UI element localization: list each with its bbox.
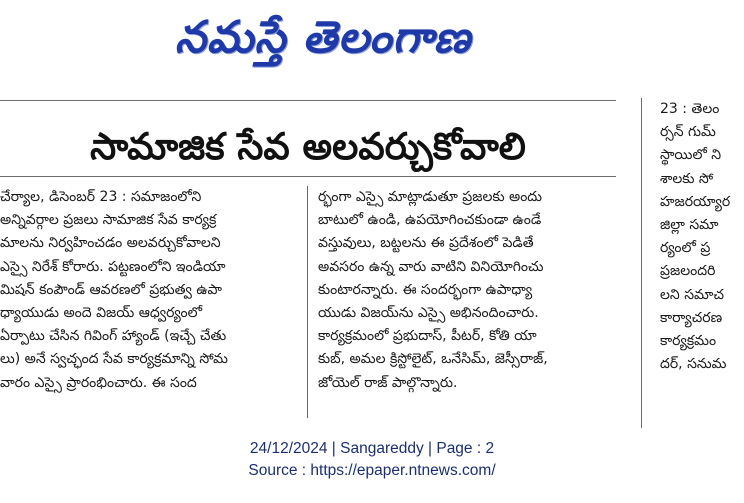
text-line: జిల్లా సమా	[660, 216, 719, 233]
text-line: లు) అనే స్వచ్ఛంద సేవ కార్యక్రమాన్ని సోమ	[0, 351, 228, 368]
newspaper-logo: నమస్తే తెలంగాణ	[175, 12, 472, 63]
article-column-2	[318, 186, 616, 418]
headline-divider	[0, 176, 616, 177]
text-line: ప్రజలందరి	[660, 263, 716, 280]
text-line: శాలకు సో	[660, 170, 714, 187]
column-divider-middle	[307, 186, 308, 418]
text-line: యుడు విజయ్‌ను ఎస్సై అభినందించారు.	[318, 304, 539, 321]
text-line: ర్యంలో ప్ర	[660, 240, 711, 257]
text-line: ర్సన్ గుమ్	[660, 124, 716, 141]
text-line: 23 : తెలం	[660, 101, 720, 117]
source-footer	[0, 438, 744, 482]
text-line: చేర్యాల, డిసెంబర్ 23 : సమాజంలోని	[0, 189, 202, 205]
text-line: కుబ్, అమల క్రిస్టోలైట్, ఒనేసిమ్, జెస్సీరాజ్,	[318, 351, 548, 368]
text-line: హజరయ్యార	[660, 193, 731, 210]
text-line: ఎస్సై నిరేశ్ కోరారు. పట్టణంలోని ఇండియా	[0, 258, 226, 275]
text-line: స్థాయిలో ని	[660, 147, 722, 164]
text-line: జోయెల్ రాజ్ పాల్గొన్నారు.	[318, 374, 458, 391]
text-line: దర్, సనుమ	[660, 356, 727, 373]
text-line: లని సమాచ	[660, 286, 724, 303]
masthead	[0, 0, 744, 80]
text-line: అన్నివర్గాల ప్రజలు సామాజిక సేవ కార్యక్ర	[0, 212, 217, 229]
text-line: కుంటారన్నారు. ఈ సందర్భంగా ఉపాధ్యా	[318, 281, 533, 298]
text-line: ఏర్పాటు చేసిన గివింగ్ హ్యాండ్ (ఇచ్చే చేతు	[0, 328, 227, 345]
text-line: మిషన్ కంపౌండ్ ఆవరణలో ప్రభుత్వ ఉపా	[0, 281, 222, 298]
text-line: మాలను నిర్వహించడం అలవర్చుకోవాలని	[0, 235, 221, 252]
source-link[interactable]: Source : https://epaper.ntnews.com/	[248, 462, 496, 479]
text-line: వస్తువులు, బట్టలను ఈ ప్రదేశంలో పెడితే	[318, 235, 534, 252]
adjacent-article-column	[660, 98, 744, 410]
text-line: కార్యాచరణ	[660, 309, 723, 326]
text-line: కార్యక్రమం	[660, 332, 717, 349]
article-headline: సామాజిక సేవ అలవర్చుకోవాలి	[90, 125, 526, 168]
text-line: ధ్యాయుడు అందె విజయ్ ఆధ్వర్యంలో	[0, 304, 203, 321]
text-line: అవసరం ఉన్న వారు వాటిని వినియోగించు	[318, 258, 544, 275]
masthead-divider	[0, 100, 616, 101]
text-line: వారం ఎస్సై ప్రారంభించారు. ఈ సంద	[0, 374, 197, 391]
text-line: ర్భంగా ఎస్సై మాట్లాడుతూ ప్రజలకు అందు	[318, 189, 543, 205]
article-column-1	[0, 186, 298, 418]
column-divider-right	[641, 98, 642, 428]
edition-info: 24/12/2024 | Sangareddy | Page : 2	[249, 440, 495, 457]
text-line: బాటులో ఉండి, ఉపయోగించకుండా ఉండే	[318, 212, 542, 229]
text-line: కార్యక్రమంలో ప్రభుదాస్, పీటర్, కోతి యా	[318, 328, 537, 345]
